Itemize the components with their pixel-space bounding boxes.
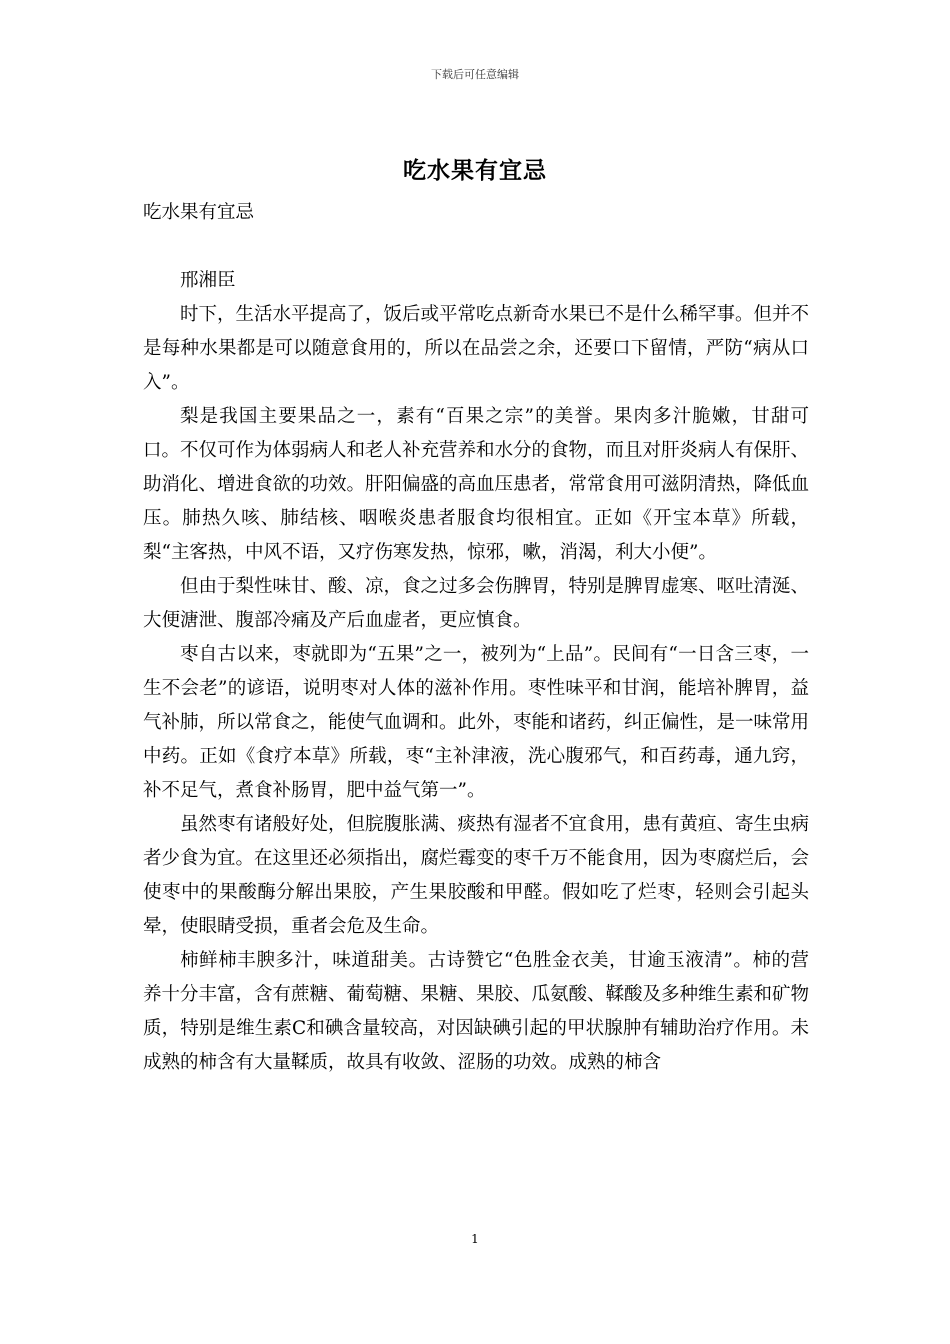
- document-title: 吃水果有宜忌: [403, 157, 547, 184]
- paragraph-persimmon: 柿鲜柿丰腴多汁，味道甜美。古诗赞它“色胜金衣美，甘逾玉液清”。柿的营养十分丰富，含有蔗糖、葡萄糖、果糖、果胶、瓜氨酸、鞣酸及多种维生素和矿物质，特别是维生素C和碘含量较高，对因缺碘引起的甲状腺肿有辅助治疗作用。未成熟的柿含有大量鞣质，故具有收敛、涩肠的功效。成熟的柿含: [143, 950, 810, 1073]
- paragraph-pear: 梨是我国主要果品之一，素有“百果之宗”的美誉。果肉多汁脆嫩，甘甜可口。不仅可作为体弱病人和老人补充营养和水分的食物，而且对肝炎病人有保肝、助消化、增进食欲的功效。肝阳偏盛的高血压患者，常常食用可滋阴清热，降低血压。肺热久咳、肺结核、咽喉炎患者服食均很相宜。正如《开宝本草》所载，梨“主客热，中风不语，又疗伤寒发热，惊邪，嗽，消渴，利大小便”。: [143, 406, 810, 563]
- blank-line: [143, 230, 809, 264]
- document-subtitle: 吃水果有宜忌: [143, 202, 255, 223]
- paragraph-intro: 时下，生活水平提高了，饭后或平常吃点新奇水果已不是什么稀罕事。但并不是每种水果都是可以随意食用的，所以在品尝之余，还要口下留情，严防“病从口入”。: [143, 304, 810, 393]
- document-body: [143, 196, 809, 1080]
- header-note: 下载后可任意编辑: [431, 68, 519, 81]
- paragraph-jujube-caution: 虽然枣有诸般好处，但脘腹胀满、痰热有湿者不宜食用，患有黄疸、寄生虫病者少食为宜。在这里还必须指出，腐烂霉变的枣千万不能食用，因为枣腐烂后，会使枣中的果酸酶分解出果胶，产生果胶酸和甲醛。假如吃了烂枣，轻则会引起头晕，使眼睛受损，重者会危及生命。: [143, 814, 810, 937]
- page-number: 1: [471, 1232, 479, 1246]
- author-line: 邢湘臣: [180, 270, 236, 291]
- paragraph-jujube: 枣自古以来，枣就即为“五果”之一，被列为“上品”。民间有“一日含三枣，一生不会老”的谚语，说明枣对人体的滋补作用。枣性味平和甘润，能培补脾胃，益气补肺，所以常食之，能使气血调和。此外，枣能和诸药，纠正偏性，是一味常用中药。正如《食疗本草》所载，枣“主补津液，洗心腹邪气，和百药毒，通九窍，补不足气，煮食补肠胃，肥中益气第一”。: [143, 644, 810, 801]
- paragraph-pear-caution: 但由于梨性味甘、酸、凉，食之过多会伤脾胃，特别是脾胃虚寒、呕吐清涎、大便溏泄、腹部冷痛及产后血虚者，更应慎食。: [143, 576, 810, 631]
